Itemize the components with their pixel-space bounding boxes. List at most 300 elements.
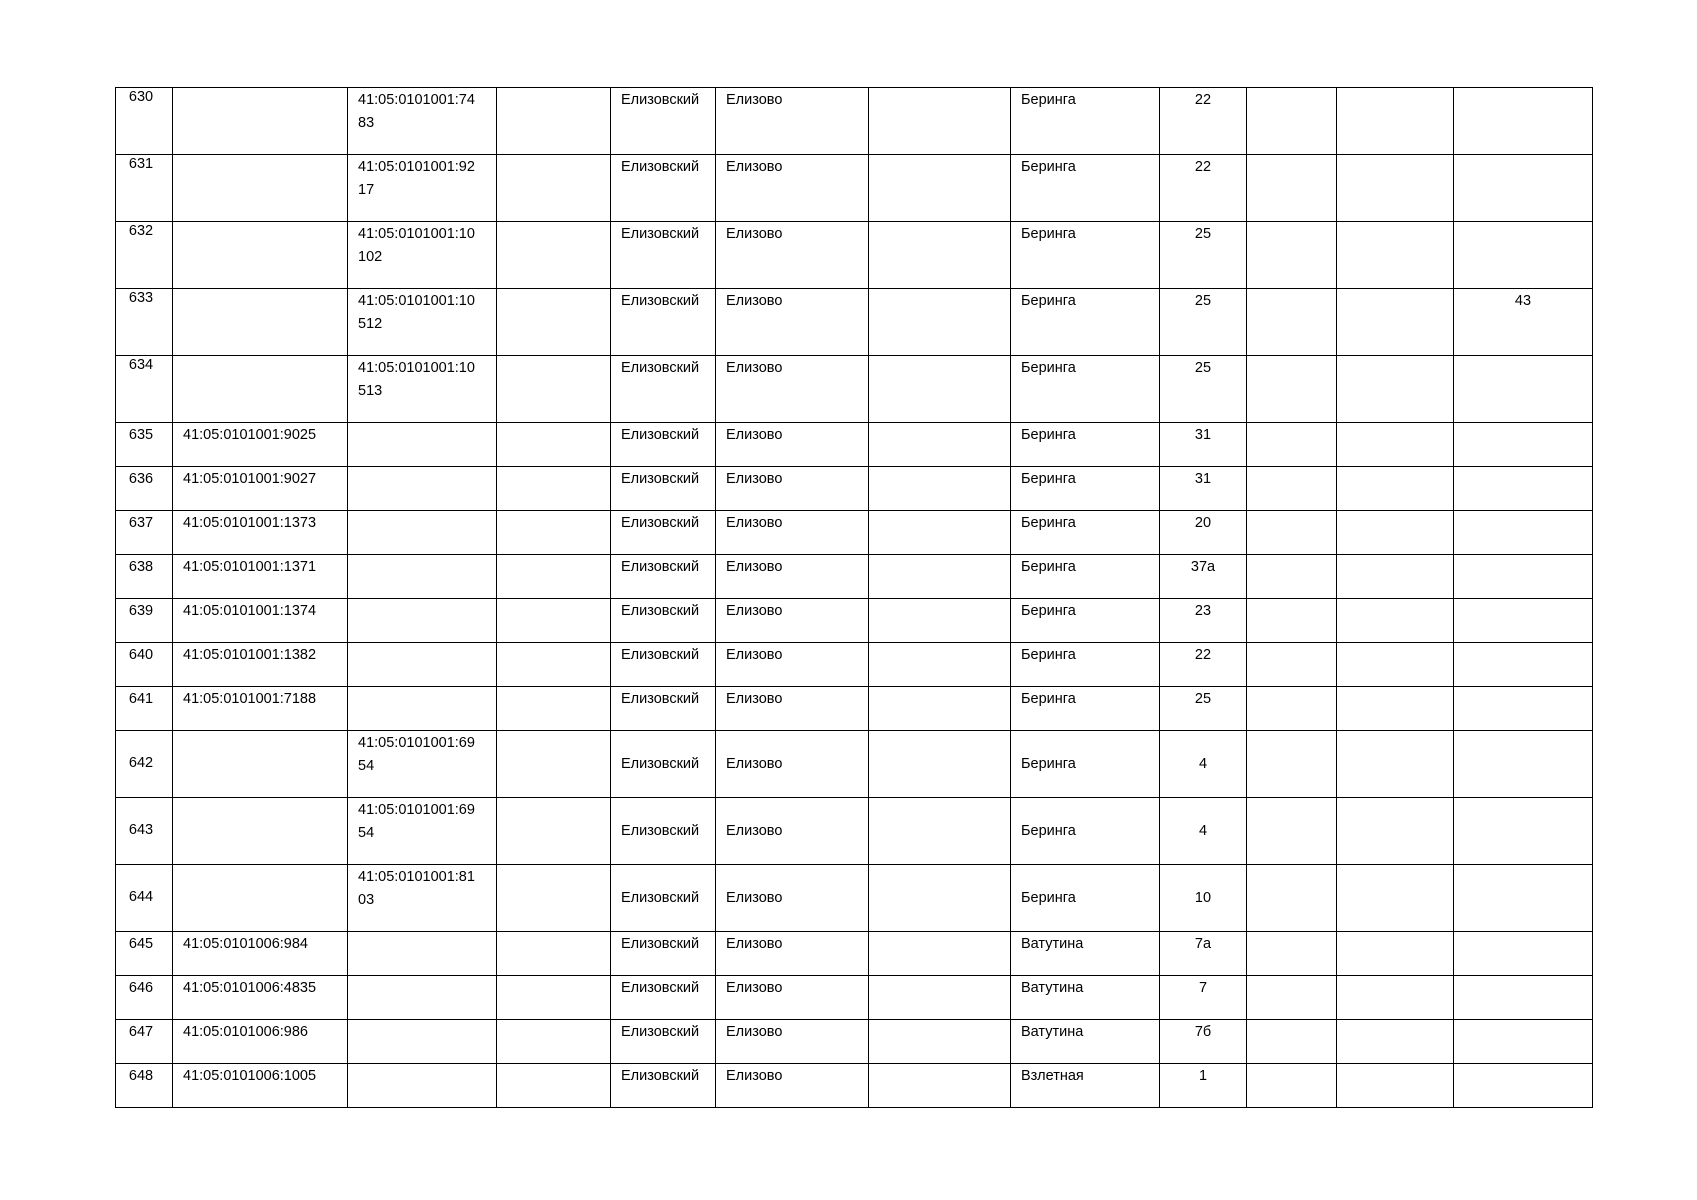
empty-cell <box>497 423 611 467</box>
apartment-number-text <box>1454 1064 1592 1065</box>
row-number-text: 643 <box>128 821 154 838</box>
apartment-number-text <box>1454 555 1592 556</box>
apartment-number-cell <box>1454 976 1593 1020</box>
empty-cell <box>497 798 611 865</box>
city-text: Елизово <box>726 603 783 619</box>
building-cadastral-number-text <box>348 555 496 556</box>
apartment-number-cell <box>1454 865 1593 932</box>
empty-cell <box>1337 555 1454 599</box>
cadastral-number-text: 41:05:0101001:1374 <box>183 603 317 619</box>
empty-cell <box>497 555 611 599</box>
apartment-number-cell <box>1454 687 1593 731</box>
row-number-cell <box>116 643 173 687</box>
house-number-cell <box>1160 932 1247 976</box>
table-row <box>116 289 1593 356</box>
city-text: Елизово <box>726 980 783 996</box>
city-cell <box>716 511 869 555</box>
table-row <box>116 643 1593 687</box>
apartment-number-cell <box>1454 643 1593 687</box>
street-text: Беринга <box>1021 647 1076 663</box>
building-cadastral-number-text: 41:05:0101001:6954 <box>358 735 475 774</box>
empty-cell <box>869 1020 1011 1064</box>
building-cadastral-number-text: 41:05:0101001:7483 <box>358 92 475 131</box>
empty-cell <box>497 731 611 798</box>
building-cadastral-number-text: 41:05:0101001:10102 <box>358 226 475 265</box>
table-row <box>116 467 1593 511</box>
house-number-text: 37а <box>1190 559 1216 575</box>
empty-cell <box>1337 643 1454 687</box>
empty-text <box>1247 511 1336 512</box>
street-cell <box>1011 643 1160 687</box>
city-text: Елизово <box>726 159 783 175</box>
empty-text <box>1247 976 1336 977</box>
building-cadastral-number-text <box>348 599 496 600</box>
building-cadastral-number-text: 41:05:0101001:9217 <box>358 159 475 198</box>
empty-cell <box>1247 798 1337 865</box>
cadastral-number-cell <box>173 643 348 687</box>
cadastral-number-text: 41:05:0101001:9025 <box>183 427 317 443</box>
apartment-number-text <box>1454 467 1592 468</box>
row-number-cell <box>116 865 173 932</box>
building-cadastral-number-text: 41:05:0101001:6954 <box>358 802 475 841</box>
district-text: Елизовский <box>621 980 700 996</box>
empty-text <box>1337 643 1453 644</box>
street-text: Беринга <box>1021 226 1076 242</box>
empty-text <box>1337 898 1453 899</box>
empty-cell <box>1337 599 1454 643</box>
cadastral-number-cell <box>173 467 348 511</box>
empty-cell <box>1247 1020 1337 1064</box>
row-number-text: 644 <box>128 888 154 905</box>
empty-cell <box>1337 687 1454 731</box>
house-number-cell <box>1160 289 1247 356</box>
building-cadastral-number-cell <box>348 88 497 155</box>
city-cell <box>716 356 869 423</box>
apartment-number-cell <box>1454 731 1593 798</box>
building-cadastral-number-cell <box>348 222 497 289</box>
empty-cell <box>869 798 1011 865</box>
house-number-text: 23 <box>1194 603 1212 619</box>
empty-text <box>1247 222 1336 223</box>
apartment-number-cell <box>1454 798 1593 865</box>
city-cell <box>716 932 869 976</box>
cadastral-number-cell <box>173 423 348 467</box>
district-cell <box>611 687 716 731</box>
building-cadastral-number-cell <box>348 289 497 356</box>
empty-text <box>1247 831 1336 832</box>
empty-text <box>1337 467 1453 468</box>
empty-cell <box>497 155 611 222</box>
row-number-cell <box>116 155 173 222</box>
district-cell <box>611 423 716 467</box>
cadastral-number-cell <box>173 731 348 798</box>
empty-cell <box>869 731 1011 798</box>
table-row <box>116 423 1593 467</box>
table-row <box>116 731 1593 798</box>
city-cell <box>716 467 869 511</box>
street-text: Взлетная <box>1021 1068 1084 1084</box>
empty-text <box>497 222 610 223</box>
city-text: Елизово <box>726 1068 783 1084</box>
street-text: Беринга <box>1021 293 1076 309</box>
empty-cell <box>869 289 1011 356</box>
empty-cell <box>869 222 1011 289</box>
cadastral-number-text: 41:05:0101001:1382 <box>183 647 317 663</box>
empty-cell <box>1337 467 1454 511</box>
district-cell <box>611 865 716 932</box>
building-cadastral-number-cell <box>348 798 497 865</box>
city-text: Елизово <box>726 1024 783 1040</box>
district-cell <box>611 555 716 599</box>
street-cell <box>1011 865 1160 932</box>
empty-cell <box>1337 423 1454 467</box>
house-number-text: 7а <box>1194 936 1212 952</box>
building-cadastral-number-cell <box>348 155 497 222</box>
city-text: Елизово <box>726 226 783 242</box>
empty-text <box>869 932 1010 933</box>
district-cell <box>611 289 716 356</box>
registry-body <box>116 88 1593 1108</box>
empty-text <box>497 289 610 290</box>
city-text: Елизово <box>726 890 783 906</box>
cadastral-number-cell <box>173 222 348 289</box>
apartment-number-cell <box>1454 1020 1593 1064</box>
empty-text <box>497 423 610 424</box>
row-number-text: 646 <box>128 980 154 996</box>
city-cell <box>716 1064 869 1108</box>
empty-text <box>869 511 1010 512</box>
empty-cell <box>497 932 611 976</box>
empty-text <box>1337 289 1453 290</box>
district-text: Елизовский <box>621 159 700 175</box>
empty-cell <box>1337 731 1454 798</box>
cadastral-number-cell <box>173 511 348 555</box>
district-cell <box>611 976 716 1020</box>
district-cell <box>611 599 716 643</box>
empty-cell <box>1247 88 1337 155</box>
table-row <box>116 798 1593 865</box>
cadastral-number-text <box>173 831 347 832</box>
empty-text <box>869 599 1010 600</box>
apartment-number-text <box>1454 831 1592 832</box>
city-cell <box>716 155 869 222</box>
city-cell <box>716 976 869 1020</box>
empty-cell <box>869 976 1011 1020</box>
house-number-cell <box>1160 155 1247 222</box>
table-row <box>116 599 1593 643</box>
table-row <box>116 687 1593 731</box>
row-number-text: 635 <box>128 427 154 443</box>
empty-text <box>869 643 1010 644</box>
apartment-number-text <box>1454 511 1592 512</box>
district-text: Елизовский <box>621 92 700 108</box>
empty-text <box>869 555 1010 556</box>
district-cell <box>611 932 716 976</box>
cadastral-number-cell <box>173 1020 348 1064</box>
house-number-text: 31 <box>1194 427 1212 443</box>
city-text: Елизово <box>726 756 783 772</box>
street-text: Беринга <box>1021 92 1076 108</box>
street-cell <box>1011 731 1160 798</box>
row-number-cell <box>116 687 173 731</box>
street-text: Беринга <box>1021 559 1076 575</box>
row-number-cell <box>116 511 173 555</box>
empty-text <box>869 831 1010 832</box>
empty-text <box>1337 764 1453 765</box>
house-number-cell <box>1160 511 1247 555</box>
building-cadastral-number-text <box>348 1064 496 1065</box>
cadastral-number-text: 41:05:0101001:9027 <box>183 471 317 487</box>
city-text: Елизово <box>726 515 783 531</box>
empty-text <box>869 764 1010 765</box>
cadastral-number-text <box>173 222 347 223</box>
street-text: Беринга <box>1021 823 1076 839</box>
empty-text <box>497 599 610 600</box>
apartment-number-text <box>1454 155 1592 156</box>
empty-text <box>1337 155 1453 156</box>
empty-text <box>497 1020 610 1021</box>
empty-cell <box>1337 798 1454 865</box>
empty-text <box>1247 687 1336 688</box>
city-cell <box>716 222 869 289</box>
building-cadastral-number-text <box>348 1020 496 1021</box>
street-cell <box>1011 798 1160 865</box>
table-row <box>116 932 1593 976</box>
district-text: Елизовский <box>621 293 700 309</box>
row-number-text: 639 <box>128 603 154 619</box>
row-number-text: 645 <box>128 936 154 952</box>
empty-cell <box>1247 643 1337 687</box>
empty-text <box>1247 289 1336 290</box>
cadastral-number-text <box>173 88 347 89</box>
empty-cell <box>1247 932 1337 976</box>
table-row <box>116 356 1593 423</box>
building-cadastral-number-text <box>348 687 496 688</box>
building-cadastral-number-cell <box>348 356 497 423</box>
building-cadastral-number-cell <box>348 1020 497 1064</box>
empty-cell <box>869 511 1011 555</box>
row-number-cell <box>116 222 173 289</box>
building-cadastral-number-cell <box>348 1064 497 1108</box>
cadastral-number-cell <box>173 687 348 731</box>
empty-text <box>497 155 610 156</box>
district-text: Елизовский <box>621 890 700 906</box>
cadastral-number-text <box>173 764 347 765</box>
house-number-cell <box>1160 222 1247 289</box>
empty-cell <box>497 599 611 643</box>
apartment-number-cell <box>1454 289 1593 356</box>
empty-text <box>497 643 610 644</box>
district-cell <box>611 511 716 555</box>
house-number-text: 25 <box>1194 360 1212 376</box>
house-number-cell <box>1160 1020 1247 1064</box>
row-number-text: 642 <box>128 754 154 771</box>
empty-text <box>869 898 1010 899</box>
district-cell <box>611 643 716 687</box>
cadastral-number-cell <box>173 599 348 643</box>
district-text: Елизовский <box>621 823 700 839</box>
row-number-cell <box>116 1020 173 1064</box>
street-text: Беринга <box>1021 603 1076 619</box>
empty-cell <box>1247 687 1337 731</box>
street-cell <box>1011 423 1160 467</box>
empty-text <box>1247 423 1336 424</box>
empty-text <box>1337 1020 1453 1021</box>
street-text: Беринга <box>1021 515 1076 531</box>
building-cadastral-number-text <box>348 643 496 644</box>
cadastral-number-text: 41:05:0101001:7188 <box>183 691 317 707</box>
district-text: Елизовский <box>621 1024 700 1040</box>
empty-cell <box>869 599 1011 643</box>
house-number-text: 20 <box>1194 515 1212 531</box>
empty-cell <box>1247 1064 1337 1108</box>
house-number-text: 4 <box>1198 756 1208 772</box>
house-number-cell <box>1160 865 1247 932</box>
row-number-text: 638 <box>128 559 154 575</box>
house-number-text: 22 <box>1194 159 1212 175</box>
district-text: Елизовский <box>621 226 700 242</box>
city-text: Елизово <box>726 647 783 663</box>
empty-text <box>497 88 610 89</box>
district-cell <box>611 155 716 222</box>
empty-text <box>1337 222 1453 223</box>
table-row <box>116 865 1593 932</box>
cadastral-number-cell <box>173 555 348 599</box>
house-number-cell <box>1160 356 1247 423</box>
empty-text <box>1337 599 1453 600</box>
empty-cell <box>497 687 611 731</box>
building-cadastral-number-cell <box>348 599 497 643</box>
table-row <box>116 511 1593 555</box>
empty-cell <box>869 643 1011 687</box>
empty-text <box>1247 88 1336 89</box>
city-cell <box>716 865 869 932</box>
house-number-text: 7б <box>1194 1024 1212 1040</box>
empty-text <box>1337 423 1453 424</box>
row-number-cell <box>116 289 173 356</box>
house-number-text: 25 <box>1194 293 1212 309</box>
house-number-text: 22 <box>1194 647 1212 663</box>
apartment-number-cell <box>1454 356 1593 423</box>
empty-text <box>1337 831 1453 832</box>
apartment-number-cell <box>1454 511 1593 555</box>
row-number-text: 641 <box>128 691 154 707</box>
district-cell <box>611 731 716 798</box>
street-cell <box>1011 222 1160 289</box>
building-cadastral-number-text: 41:05:0101001:10513 <box>358 360 475 399</box>
cadastral-number-cell <box>173 1064 348 1108</box>
district-text: Елизовский <box>621 360 700 376</box>
empty-text <box>1247 643 1336 644</box>
empty-text <box>869 423 1010 424</box>
empty-text <box>497 764 610 765</box>
empty-cell <box>869 555 1011 599</box>
empty-cell <box>869 356 1011 423</box>
cadastral-number-text <box>173 898 347 899</box>
empty-text <box>1337 511 1453 512</box>
apartment-number-text <box>1454 898 1592 899</box>
empty-text <box>497 555 610 556</box>
empty-text <box>869 976 1010 977</box>
apartment-number-text <box>1454 222 1592 223</box>
cadastral-number-cell <box>173 976 348 1020</box>
empty-text <box>497 831 610 832</box>
house-number-cell <box>1160 798 1247 865</box>
cadastral-number-text: 41:05:0101006:1005 <box>183 1068 317 1084</box>
empty-text <box>869 467 1010 468</box>
district-cell <box>611 356 716 423</box>
empty-cell <box>497 289 611 356</box>
building-cadastral-number-text: 41:05:0101001:8103 <box>358 869 475 908</box>
empty-text <box>1337 88 1453 89</box>
empty-text <box>497 898 610 899</box>
district-cell <box>611 798 716 865</box>
building-cadastral-number-text <box>348 932 496 933</box>
table-row <box>116 555 1593 599</box>
building-cadastral-number-cell <box>348 731 497 798</box>
house-number-cell <box>1160 1064 1247 1108</box>
empty-text <box>497 687 610 688</box>
city-cell <box>716 599 869 643</box>
street-text: Беринга <box>1021 360 1076 376</box>
row-number-cell <box>116 356 173 423</box>
district-text: Елизовский <box>621 427 700 443</box>
empty-text <box>869 155 1010 156</box>
street-cell <box>1011 1020 1160 1064</box>
table-row <box>116 1020 1593 1064</box>
city-cell <box>716 1020 869 1064</box>
empty-cell <box>497 88 611 155</box>
apartment-number-text <box>1454 932 1592 933</box>
row-number-cell <box>116 555 173 599</box>
house-number-text: 22 <box>1194 92 1212 108</box>
empty-text <box>869 1020 1010 1021</box>
city-text: Елизово <box>726 823 783 839</box>
building-cadastral-number-cell <box>348 976 497 1020</box>
street-cell <box>1011 155 1160 222</box>
apartment-number-text <box>1454 356 1592 357</box>
empty-text <box>1337 1064 1453 1065</box>
empty-text <box>1337 555 1453 556</box>
empty-cell <box>1337 932 1454 976</box>
apartment-number-cell <box>1454 555 1593 599</box>
district-cell <box>611 1020 716 1064</box>
city-cell <box>716 423 869 467</box>
house-number-text: 7 <box>1198 980 1208 996</box>
empty-text <box>1247 467 1336 468</box>
building-cadastral-number-text <box>348 423 496 424</box>
house-number-text: 31 <box>1194 471 1212 487</box>
street-text: Беринга <box>1021 159 1076 175</box>
apartment-number-text <box>1454 423 1592 424</box>
street-text: Беринга <box>1021 756 1076 772</box>
empty-cell <box>1337 88 1454 155</box>
empty-cell <box>869 1064 1011 1108</box>
empty-cell <box>1247 731 1337 798</box>
row-number-text: 640 <box>128 647 154 663</box>
building-cadastral-number-cell <box>348 555 497 599</box>
empty-cell <box>1337 289 1454 356</box>
table-row <box>116 1064 1593 1108</box>
empty-text <box>1247 599 1336 600</box>
row-number-cell <box>116 88 173 155</box>
empty-cell <box>1337 222 1454 289</box>
empty-cell <box>497 865 611 932</box>
empty-cell <box>869 88 1011 155</box>
empty-text <box>497 356 610 357</box>
empty-cell <box>1337 1020 1454 1064</box>
empty-cell <box>869 467 1011 511</box>
